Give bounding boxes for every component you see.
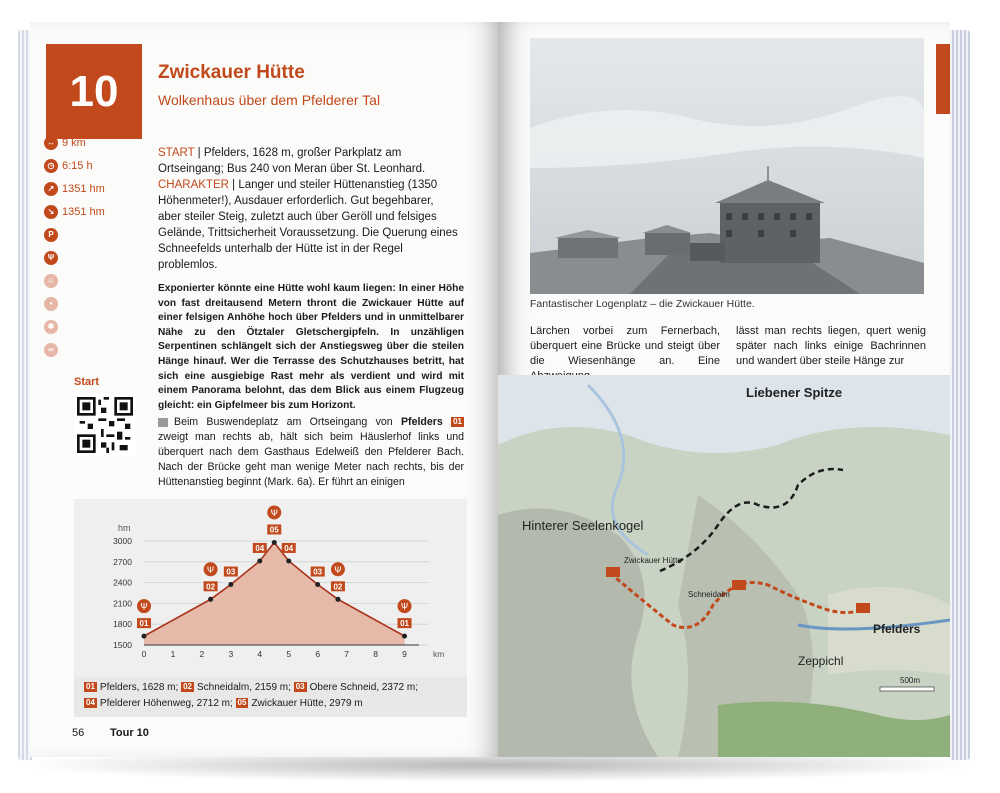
map-label-hut: Zwickauer Hütte bbox=[624, 556, 682, 565]
fork-knife-glyph: Ψ bbox=[140, 602, 148, 613]
parking-icon: P bbox=[44, 228, 58, 242]
legend-item: 05 Zwickauer Hütte, 2979 m bbox=[237, 698, 363, 709]
map-scale: 500m bbox=[900, 676, 921, 685]
book-edge-right bbox=[950, 30, 970, 760]
profile-point bbox=[142, 634, 147, 639]
dog-icon: • bbox=[44, 297, 58, 311]
fact-distance: ↔ 9 km bbox=[44, 131, 124, 154]
restaurant-icon: Ψ bbox=[44, 251, 58, 265]
tour-subtitle: Wolkenhaus über dem Pfelderer Tal bbox=[158, 92, 381, 108]
page-number: 56 bbox=[72, 727, 85, 739]
waypoint-label: 01 bbox=[400, 619, 409, 629]
fork-knife-glyph: Ψ bbox=[334, 565, 342, 576]
family-icon: ☺ bbox=[44, 274, 58, 288]
fork-knife-glyph: Ψ bbox=[270, 508, 278, 519]
legend-item: 04 Pfelderer Höhenweg, 2712 m; bbox=[86, 698, 233, 709]
footer-tour: Tour 10 bbox=[110, 727, 149, 739]
descent-icon: ↘ bbox=[44, 205, 58, 219]
clock-icon: ◷ bbox=[44, 159, 58, 173]
start-info: START | Pfelders, 1628 m, großer Parkplatz am Ortseingang; Bus 240 von Meran über St. Leonhard. CHARAKTER | Langer und steiler Hüttenanstieg (1350 Höhenmeter!), Ausdauer erforderlich. Gut begehbarer, aber steiler Steig, zuletzt auch über Geröll und felsiges Gelände, Trittsicherheit Voraussetzung. Die Querung eines Schneefelds unterhalb der Hütte ist in der Regel problemlos. bbox=[158, 147, 458, 271]
waypoint-label: 03 bbox=[226, 567, 236, 577]
profile-point bbox=[257, 558, 262, 563]
profile-point bbox=[272, 540, 277, 545]
profile-point bbox=[208, 597, 213, 602]
profile-point bbox=[315, 582, 320, 587]
qr-code-icon[interactable] bbox=[74, 394, 136, 456]
elevation-chart bbox=[74, 499, 467, 677]
left-page bbox=[30, 22, 500, 757]
photo-caption: Fantastischer Logenplatz – die Zwickauer Hütte. bbox=[530, 298, 755, 310]
waypoint-label: 02 bbox=[206, 582, 216, 592]
map-label-alm: Schneidalm bbox=[688, 590, 730, 599]
distance-icon: ↔ bbox=[44, 136, 58, 150]
x-tick-label: 7 bbox=[344, 649, 349, 659]
y-tick-label: 2400 bbox=[113, 577, 132, 588]
intro-text: Exponierter könnte eine Hütte wohl kaum liegen: In einer Höhe von fast dreitausend Metern thront die Zwickauer Hütte auf einer felsigen Anhöhe hoch über Pfelders und in unmittelbarer Nähe zu den Ötztaler Gletschergipfeln. In unzähligen Serpentinen schlängelt sich der Anstiegsweg über die steilen Hänge hinauf. Wer die Terrasse des Schutzhauses betritt, hat sich eine ausgiebige Rast mehr als verdient und wird mit einem Panorama belohnt, das dem Blick aus einem Flugzeug gleicht: ein Gipfelmeer bis zum Horizont. bbox=[158, 283, 464, 411]
y-tick-label: 1500 bbox=[113, 640, 132, 650]
snowflake-icon: ✱ bbox=[44, 320, 58, 334]
x-tick-label: 6 bbox=[315, 649, 321, 659]
x-tick-label: 1 bbox=[170, 649, 176, 659]
x-tick-label: 9 bbox=[402, 649, 407, 659]
text-column-right: lässt man rechts liegen, quert wenig später nach links einige Bachrinnen und wandert über steile Hänge zur bbox=[736, 325, 926, 367]
waypoint-badge: 01 bbox=[453, 417, 462, 427]
waypoint-label: 05 bbox=[269, 525, 279, 535]
profile-area bbox=[144, 542, 405, 645]
fork-knife-glyph: Ψ bbox=[400, 602, 409, 613]
character-label: CHARAKTER bbox=[158, 179, 229, 191]
x-tick-label: 5 bbox=[286, 649, 292, 659]
text-column-left: Lärchen vorbei zum Fernerbach, überquert eine Brücke und steigt über die Wiesenhänge an. Eine bbox=[530, 325, 720, 367]
legend-item: 01 Pfelders, 1628 m; bbox=[86, 682, 179, 693]
fork-knife-glyph: Ψ bbox=[207, 565, 215, 576]
legend-item: 03 Obere Schneid, 2372 m; bbox=[295, 682, 419, 693]
tab-marker bbox=[936, 44, 950, 114]
y-tick-label: 2700 bbox=[113, 556, 132, 567]
ascent-icon: ↗ bbox=[44, 182, 58, 196]
fact-ascent: ↗ 1351 hm bbox=[44, 177, 124, 200]
waypoint-label: 04 bbox=[284, 543, 294, 553]
route-map[interactable] bbox=[498, 375, 950, 757]
profile-point bbox=[228, 582, 233, 587]
tour-number: 10 bbox=[46, 44, 142, 139]
profile-point bbox=[286, 558, 291, 563]
x-tick-label: 2 bbox=[199, 649, 205, 659]
waypoint-label: 01 bbox=[139, 619, 149, 629]
right-page bbox=[498, 22, 950, 757]
x-tick-label: 8 bbox=[373, 649, 378, 659]
play-icon bbox=[158, 418, 168, 427]
x-tick-label: 3 bbox=[228, 649, 234, 659]
x-tick-label: 4 bbox=[257, 649, 263, 659]
waypoint-label: 04 bbox=[255, 543, 265, 553]
tour-facts bbox=[44, 131, 124, 361]
fact-duration: ◷ 6:15 h bbox=[44, 154, 124, 177]
x-tick-label: 0 bbox=[141, 649, 147, 659]
tour-title: Zwickauer Hütte bbox=[158, 62, 305, 83]
waypoint-label: 03 bbox=[313, 567, 323, 577]
y-tick-label: 1800 bbox=[113, 619, 132, 630]
waypoint-label: 02 bbox=[333, 582, 343, 592]
body-text: Beim Buswendeplatz am Ortseingang von Pfelders 01 zweigt man rechts ab, hält sich beim Häuslerhof links und überquert nach dem Gasthaus Edelweiß den Pfelderer Bach. Nach der Brücke geht man wenige Meter nach rechts, bis der Hüttenanstieg beginnt (Mark. 6a). Er führt an einigen bbox=[158, 416, 464, 488]
profile-point bbox=[335, 597, 340, 602]
y-axis-label: hm bbox=[118, 523, 131, 533]
map-label-place: Zeppichl bbox=[798, 654, 844, 668]
bike-icon: ∞ bbox=[44, 343, 58, 357]
fact-descent: ↘ 1351 hm bbox=[44, 200, 124, 223]
waypoint-legend bbox=[74, 677, 467, 717]
map-label-village: Pfelders bbox=[873, 622, 921, 636]
y-tick-label: 3000 bbox=[113, 536, 132, 546]
y-tick-label: 2100 bbox=[113, 598, 132, 609]
map-label-peak: Liebener Spitze bbox=[746, 385, 843, 400]
profile-point bbox=[402, 634, 407, 639]
start-label: START bbox=[158, 147, 195, 159]
hut-photo bbox=[530, 38, 924, 294]
legend-item: 02 Schneidalm, 2159 m; bbox=[183, 682, 291, 693]
map-label-peak-2: Hinterer Seelenkogel bbox=[522, 518, 644, 533]
x-axis-label: km bbox=[433, 649, 445, 659]
qr-label: Start bbox=[74, 376, 100, 388]
